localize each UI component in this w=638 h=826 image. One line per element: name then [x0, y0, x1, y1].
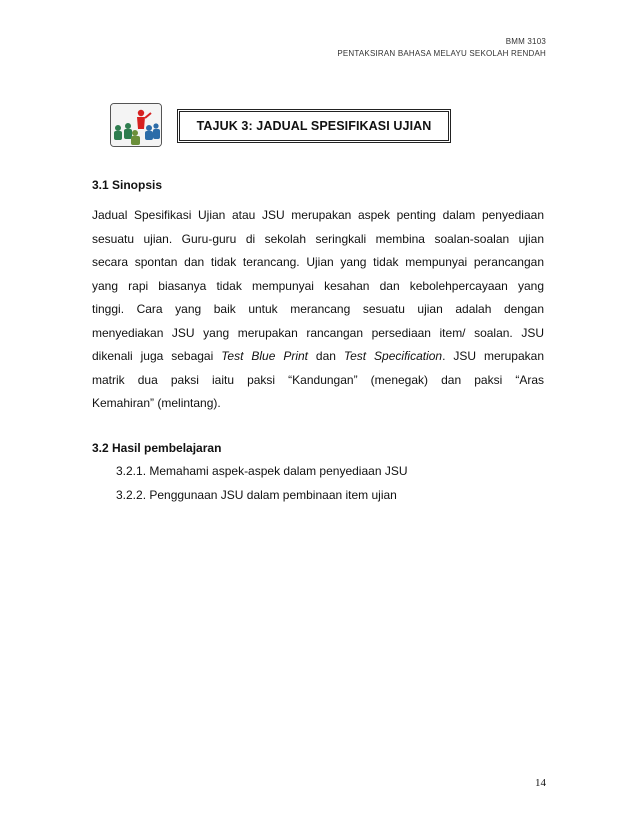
synopsis-line: yang rapi biasanya tidak mempunyai kesahan dan kebolehpercayaan yang	[92, 278, 544, 293]
synopsis-line: matrik dua paksi iaitu paksi “Kandungan” (menegak) dan paksi “Aras	[92, 372, 544, 387]
synopsis-line: Kemahiran” (melintang).	[92, 396, 221, 410]
emphasis-term: Test Blue Print	[221, 349, 308, 363]
synopsis-heading: 3.1 Sinopsis	[92, 178, 163, 192]
topic-banner	[110, 103, 454, 147]
people-presentation-icon	[110, 103, 162, 147]
emphasis-term: Test Specification	[343, 349, 443, 363]
synopsis-line: secara spontan dan tidak terancang. Ujian yang tidak mempunyai perancangan	[92, 255, 544, 269]
synopsis-line: Jadual Spesifikasi Ujian atau JSU merupakan aspek penting dalam penyediaan	[92, 208, 544, 222]
synopsis-line: sesuatu ujian. Guru-guru di sekolah seringkali membina soalan-soalan ujian	[92, 231, 544, 246]
page-header	[337, 36, 546, 60]
course-code: BMM 3103	[505, 37, 546, 46]
synopsis-line: tinggi. Cara yang baik untuk merancang sesuatu ujian adalah dengan	[92, 302, 544, 316]
outcome-item: 3.2.1. Memahami aspek-aspek dalam penyediaan JSU	[116, 464, 408, 478]
outcome-item: 3.2.2. Penggunaan JSU dalam pembinaan item ujian	[116, 488, 397, 502]
synopsis-paragraph	[92, 204, 544, 416]
synopsis-line: menyediakan JSU yang merupakan rancangan persediaan item/ soalan. JSU	[92, 325, 544, 340]
outcomes-heading: 3.2 Hasil pembelajaran	[92, 441, 222, 455]
page-number: 14	[535, 777, 546, 789]
course-title: PENTAKSIRAN BAHASA MELAYU SEKOLAH RENDAH	[337, 49, 546, 58]
synopsis-line: dikenali juga sebagai Test Blue Print dan Test Specification. JSU merupakan	[92, 349, 544, 363]
topic-title: TAJUK 3: JADUAL SPESIFIKASI UJIAN	[177, 109, 451, 143]
